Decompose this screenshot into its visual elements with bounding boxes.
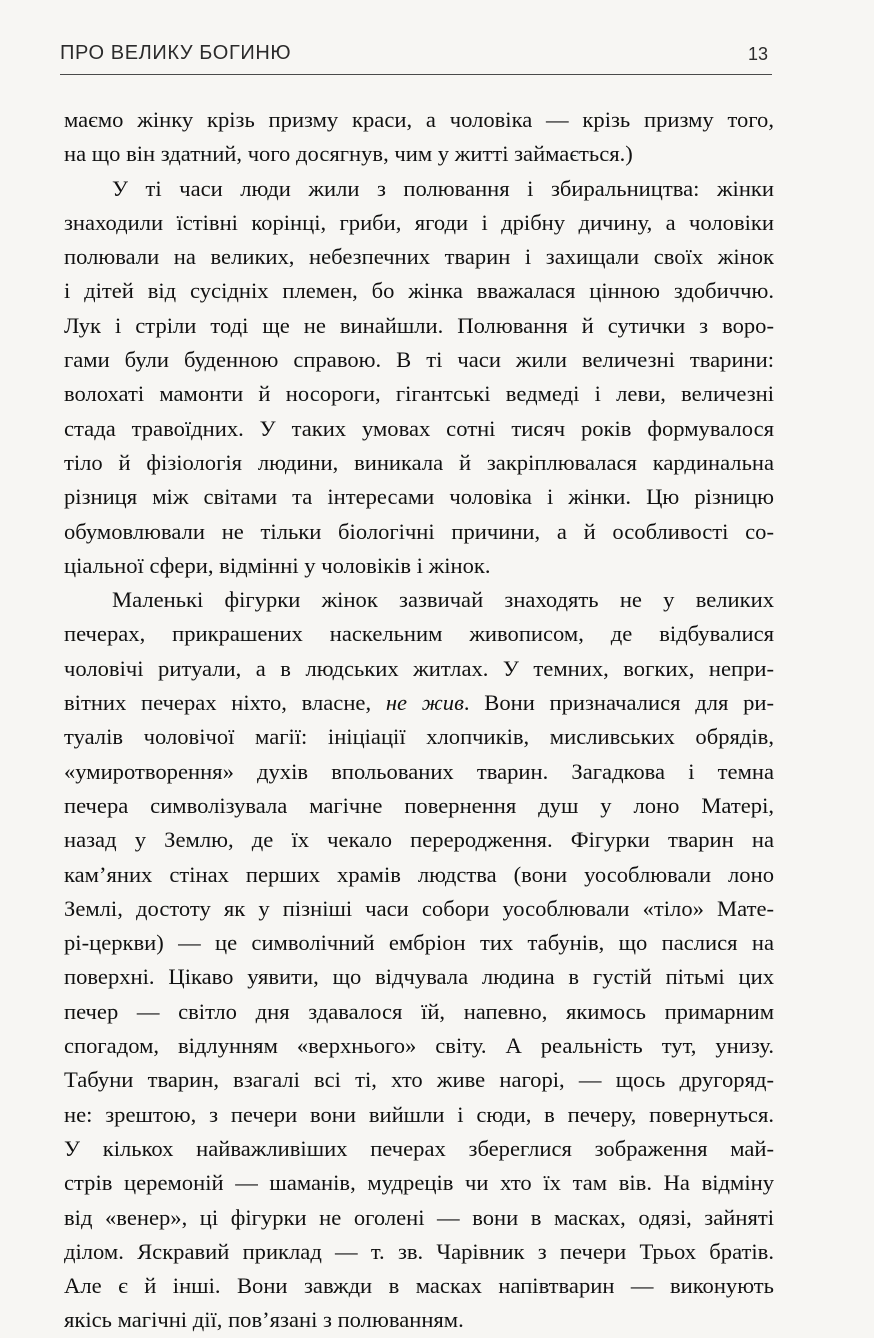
text-line: рі-церкви) — це символічний ембріон тих табунів, що паслися на [64, 930, 774, 956]
text-line: назад у Землю, де їх чекало переродження. Фігурки тварин на [64, 827, 774, 853]
text-line: гами були буденною справою. В ті часи жили величезні тварини: [64, 347, 774, 373]
text-line: Маленькі фігурки жінок зазвичай знаходять не у великих [112, 587, 774, 613]
text-line: маємо жінку крізь призму краси, а чоловіка — крізь призму того, [64, 107, 774, 132]
text-line: від «венер», ці фігурки не оголені — вони в масках, одязі, зайняті [64, 1204, 774, 1230]
text-fragment: . Вони призначалися для ри- [463, 690, 774, 716]
italic-phrase: не жив [385, 690, 464, 716]
page-number: 13 [747, 44, 768, 64]
text-line: Землі, достоту як у пізніші часи собори уособлювали «тіло» Мате- [64, 895, 774, 921]
text-line: стрів церемоній — шаманів, мудреців чи хто їх там вів. На відміну [64, 1170, 774, 1196]
text-line: поверхні. Цікаво уявити, що відчувала людина в густій пітьмі цих [64, 964, 774, 990]
paragraph-2 [64, 172, 774, 584]
text-line: туалів чоловічої магії: ініціації хлопчиків, мисливських обрядів, [64, 724, 774, 750]
running-title: ПРО ВЕЛИКУ БОГИНЮ [60, 42, 292, 64]
text-line: ціальної сфери, відмінні у чоловіків і жінок. [64, 552, 491, 578]
text-line: на що він здатний, чого досягнув, чим у житті займається.) [64, 141, 633, 167]
text-line: Але є й інші. Вони завжди в масках напівтварин — виконують [64, 1273, 774, 1299]
text-line: «умиротворення» духів впольованих тварин. Загадкова і темна [64, 758, 774, 784]
text-line: печерах, прикрашених наскельним живописом, де відбувалися [64, 621, 774, 647]
text-line: Табуни тварин, взагалі всі ті, хто живе нагорі, — щось другоряд- [64, 1067, 774, 1093]
text-line: обумовлювали не тільки біологічні причини, а й особливості со- [64, 518, 774, 544]
text-line: стада травоїдних. У таких умовах сотні тисяч років формувалося [64, 415, 774, 441]
text-line: тіло й фізіологія людини, виникала й закріплювалася кардинальна [64, 449, 774, 475]
text-line: полювали на великих, небезпечних тварин і захищали своїх жінок [64, 244, 774, 270]
running-header [60, 38, 772, 75]
text-line: спогадом, відлунням «верхнього» світу. А реальність тут, унизу. [64, 1033, 774, 1059]
text-line: чоловічі ритуали, а в людських житлах. У темних, вогких, непри- [64, 655, 774, 681]
text-line: У кількох найважливіших печерах збереглися зображення май- [64, 1135, 774, 1161]
paragraph-1 [64, 103, 774, 172]
text-line: печер — світло дня здавалося їй, напевно, якимось примарним [64, 998, 774, 1024]
text-line: У ті часи люди жили з полювання і збиральництва: жінки [112, 175, 774, 201]
text-line: волохаті мамонти й носороги, гігантські ведмеді і леви, величезні [64, 381, 774, 407]
text-line: печера символізувала магічне повернення душ у лоно Матері, [64, 792, 774, 818]
text-line: кам’яних стінах перших храмів людства (вони уособлювали лоно [64, 861, 774, 887]
text-line: і дітей від сусідніх племен, бо жінка вважалася цінною здобиччю. [64, 278, 774, 304]
text-line: ділом. Яскравий приклад — т. зв. Чарівник з печери Трьох братів. [64, 1238, 774, 1264]
text-line: не: зрештою, з печери вони вийшли і сюди, в печеру, повернуться. [64, 1101, 774, 1127]
text-line: знаходили їстівні корінці, гриби, ягоди і дрібну дичину, а чоловіки [64, 209, 774, 235]
text-line: якісь магічні дії, пов’язані з полюванням. [64, 1307, 464, 1333]
text-line: Лук і стріли тоді ще не винайшли. Полювання й сутички з воро- [64, 312, 774, 338]
paragraph-3 [64, 583, 774, 1338]
text-fragment: вітних печерах ніхто, власне, [64, 690, 372, 716]
body-text [64, 103, 774, 1338]
text-line-with-italic [64, 686, 774, 720]
text-line: різниця між світами та інтересами чоловіка і жінки. Цю різницю [64, 484, 774, 510]
